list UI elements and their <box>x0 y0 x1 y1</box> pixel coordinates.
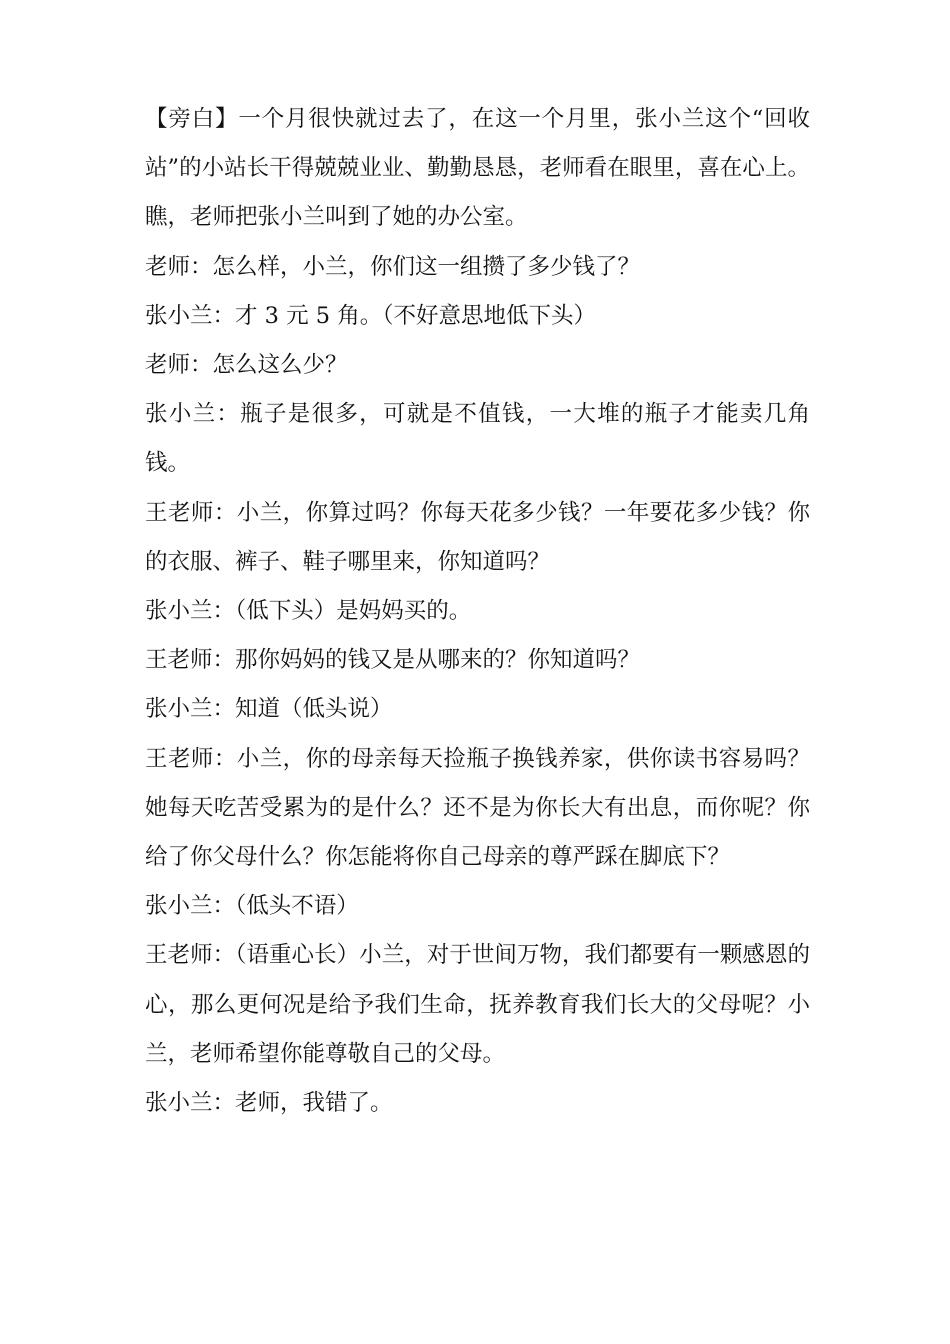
dialogue-line: 张小兰：老师，我错了。 <box>145 1090 393 1117</box>
dialogue-line: 王老师：小兰，你算过吗？你每天花多少钱？一年要花多少钱？你的衣服、裤子、鞋子哪里来，你知道吗？ <box>145 499 810 575</box>
dialogue-line: 老师：怎么这么少？ <box>145 352 348 379</box>
dialogue-line: 老师：怎么样，小兰，你们这一组攒了多少钱了？ <box>145 253 641 280</box>
dialogue-line: 张小兰：才 3 元 5 角。（不好意思地低下头） <box>145 302 596 329</box>
dialogue-line: 张小兰：知道（低头说） <box>145 696 393 723</box>
dialogue-line: 张小兰：（低下头）是妈妈买的。 <box>145 598 472 625</box>
dialogue-line: 王老师：那你妈妈的钱又是从哪来的？你知道吗？ <box>145 647 641 674</box>
document-page <box>145 95 810 1128</box>
dialogue-line: 张小兰：瓶子是很多，可就是不值钱，一大堆的瓶子才能卖几角钱。 <box>145 401 810 477</box>
dialogue-line: 王老师：（语重心长）小兰，对于世间万物，我们都要有一颗感恩的心，那么更何况是给予我们生命，抚养教育我们长大的父母呢？小兰，老师希望你能尊敬自己的父母。 <box>145 942 810 1067</box>
dialogue-line: 王老师：小兰，你的母亲每天捡瓶子换钱养家，供你读书容易吗？她每天吃苦受累为的是什么？还不是为你长大有出息，而你呢？你给了你父母什么？你怎能将你自己母亲的尊严踩在脚底下？ <box>145 745 810 871</box>
narration-paragraph: 【旁白】一个月很快就过去了，在这一个月里，张小兰这个“回收站”的小站长干得兢兢业业、勤勤恳恳，老师看在眼里，喜在心上。瞧，老师把张小兰叫到了她的办公室。 <box>145 106 810 231</box>
dialogue-line: 张小兰：（低头不语） <box>145 893 359 920</box>
